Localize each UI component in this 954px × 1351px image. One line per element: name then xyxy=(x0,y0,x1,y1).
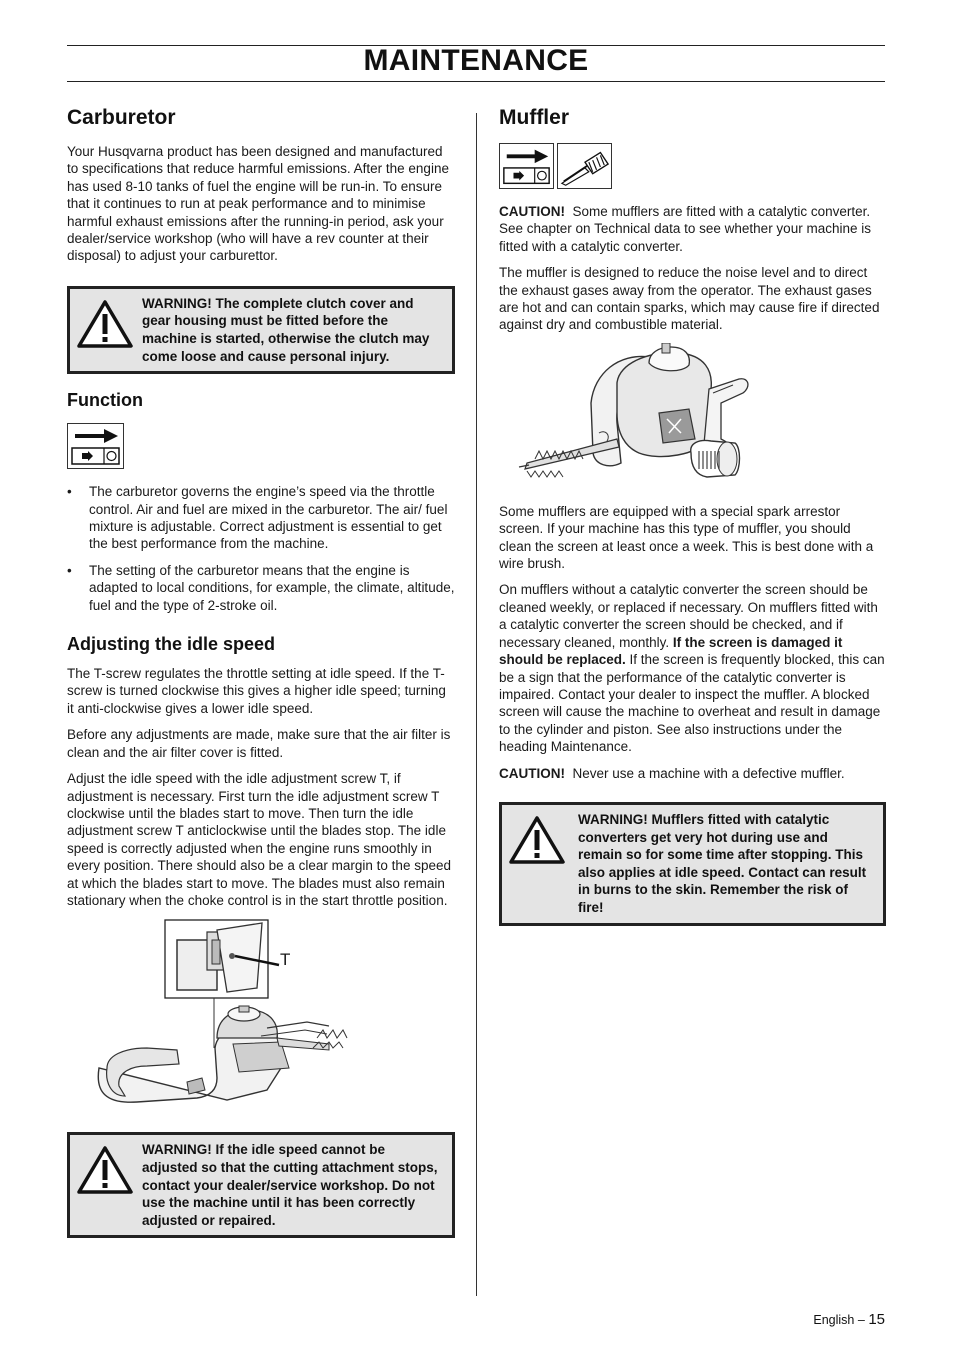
wire-brush-symbol-icon xyxy=(557,143,612,189)
adjustment-symbol-icon xyxy=(67,423,124,469)
header-rule-bottom xyxy=(67,81,885,82)
hedge-trimmer-muffler-illustration xyxy=(499,343,886,491)
caution-label: CAUTION! xyxy=(499,204,565,219)
muffler-paragraph-1: The muffler is designed to reduce the noise level and to direct the exhaust gases away from the operator. The exhaust gases are hot and can contain sparks, which may cause fire if directed against dry and combustible material. xyxy=(499,265,880,333)
function-bullet-list xyxy=(67,483,455,614)
warning-box-idle xyxy=(67,1132,455,1238)
muffler-heading: Muffler xyxy=(499,106,569,129)
right-column xyxy=(499,106,886,936)
warning-text-catalytic: WARNING! Mufflers fitted with catalytic converters get very hot during use and remain so for some time after stopping. This also applies at idle speed. Contact can result in burns to the skin. Remember the risk of fire! xyxy=(578,811,867,915)
adjustment-symbol-icon xyxy=(499,143,554,189)
list-item: • The setting of the carburetor means that the engine is adapted to local conditions, for example, the climate, altitude, fuel and the type of 2-stroke oil. xyxy=(67,562,455,614)
footer-dash: – xyxy=(857,1313,865,1327)
muffler-paragraph-2: Some mufflers are equipped with a special spark arrestor screen. If your machine has this type of muffler, you should clean the screen at least once a week. This is best done with a wire brush. xyxy=(499,503,874,572)
muffler-caution-2: CAUTION! Never use a machine with a defective muffler. xyxy=(499,765,845,781)
footer-language: English xyxy=(813,1313,855,1327)
idle-paragraph-2: Before any adjustments are made, make sure that the air filter is clean and the air filter cover is fitted. xyxy=(67,727,451,760)
carburetor-heading: Carburetor xyxy=(67,106,176,129)
warning-box-clutch xyxy=(67,286,455,374)
idle-paragraph-1: The T-screw regulates the throttle setting at idle speed. If the T-screw is turned clockwise this gives a higher idle speed; turning it anti-clockwise gives a lower idle speed. xyxy=(67,666,446,716)
function-heading: Function xyxy=(67,390,143,411)
hedge-trimmer-carburetor-illustration xyxy=(67,918,455,1112)
idle-screw-figure xyxy=(67,918,455,1112)
warning-triangle-icon xyxy=(76,299,134,349)
left-column xyxy=(67,106,455,1248)
arrow-adjust-icon xyxy=(68,424,123,468)
warning-text-idle: WARNING! If the idle speed cannot be adjusted so that the cutting attachment stops, contact your dealer/service workshop. Do not use the machine until it has been correctly adjusted or repaired. xyxy=(142,1142,438,1228)
figure-label-t: T xyxy=(280,950,291,970)
column-divider xyxy=(476,113,477,1296)
page-footer xyxy=(813,1311,885,1328)
page-number: 15 xyxy=(868,1311,885,1328)
page-title: MAINTENANCE xyxy=(363,44,589,77)
muffler-caution-1: CAUTION! Some mufflers are fitted with a catalytic converter. See chapter on Technical data to see whether your machine is fitted with a catalytic converter. xyxy=(499,204,871,254)
warning-triangle-icon xyxy=(76,1145,134,1195)
carburetor-intro: Your Husqvarna product has been designed and manufactured to specifications that reduce harmful emissions. After the engine has used 8-10 tanks of fuel the engine will be run-in. To ensure that it continues to run at peak performance and to minimise harmful exhaust emissions after the running-in period, ask your dealer/service workshop (who will have a rev counter at their disposal) to adjust your carburettor. xyxy=(67,144,449,264)
warning-text-clutch: WARNING! The complete clutch cover and gear housing must be fitted before the machine is started, otherwise the clutch may come loose and cause personal injury. xyxy=(142,295,430,364)
caution-label: CAUTION! xyxy=(499,765,565,781)
warning-box-catalytic xyxy=(499,802,886,926)
arrow-adjust-icon xyxy=(500,144,553,188)
wire-brush-icon xyxy=(558,144,611,188)
list-item: • The carburetor governs the engine’s speed via the throttle control. Air and fuel are mixed in the carburetor. The air/ fuel mixture is adjustable. Correct adjustment is essential to get the best performance from the machine. xyxy=(67,483,455,553)
idle-paragraph-3: Adjust the idle speed with the idle adjustment screw T, if adjustment is necessary. First turn the idle adjustment screw T clockwise until the blades start to move. Then turn the idle adjustment screw T anticlockwise until the blades stop. The idle speed is correctly adjusted when the engine runs smoothly in every position. There should also be a clear margin to the speed at which the blades start to move. The blades must also remain stationary when the choke control is in the start throttle position. xyxy=(67,771,451,908)
warning-triangle-icon xyxy=(508,815,566,865)
muffler-paragraph-3: On mufflers without a catalytic converter the screen should be cleaned weekly, or replaced if necessary. On mufflers fitted with a catalytic converter the screen should be checked, and if necessary cleaned, monthly. If the screen is damaged it should be replaced. If the screen is frequently blocked, this can be a sign that the performance of the catalytic converter is impaired. Contact your dealer to inspect the muffler. A blocked screen will cause the machine to overheat and result in damage to the cylinder and piston. See also instructions under the heading Maintenance. xyxy=(499,582,885,755)
idle-speed-heading: Adjusting the idle speed xyxy=(67,634,276,655)
muffler-symbols xyxy=(499,143,886,189)
